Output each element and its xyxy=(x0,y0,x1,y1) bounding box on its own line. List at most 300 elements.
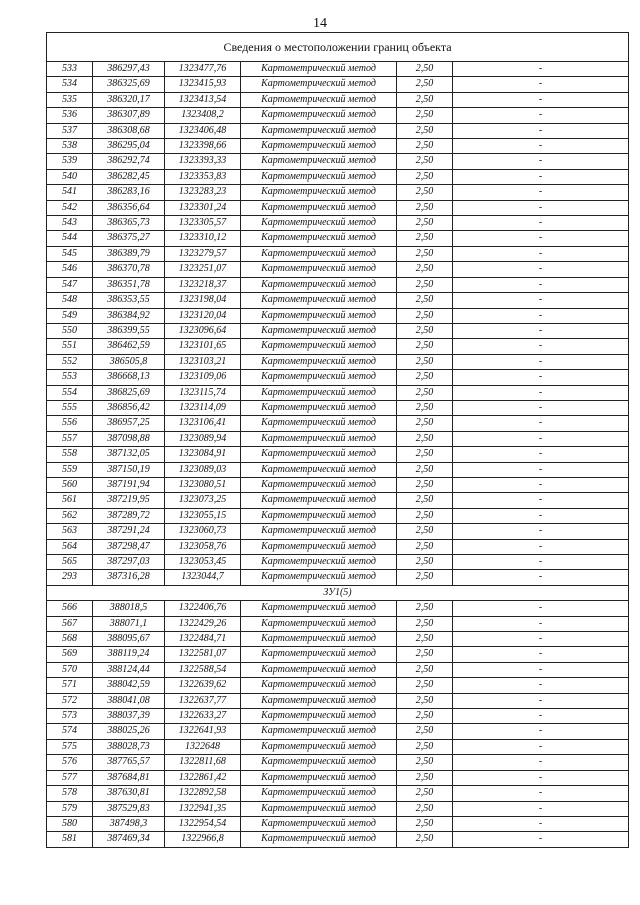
x-coordinate-cell: 386320,17 xyxy=(93,92,165,107)
x-coordinate-cell: 387316,28 xyxy=(93,570,165,585)
y-coordinate-cell: 1323353,83 xyxy=(165,169,241,184)
y-coordinate-cell: 1323114,09 xyxy=(165,400,241,415)
x-coordinate-cell: 387191,94 xyxy=(93,477,165,492)
description-cell: - xyxy=(453,632,629,647)
point-number-cell: 571 xyxy=(47,678,93,693)
y-coordinate-cell: 1323413,54 xyxy=(165,92,241,107)
x-coordinate-cell: 386307,89 xyxy=(93,108,165,123)
point-number-cell: 540 xyxy=(47,169,93,184)
method-cell: Картометрический метод xyxy=(241,231,397,246)
method-cell: Картометрический метод xyxy=(241,709,397,724)
method-cell: Картометрический метод xyxy=(241,816,397,831)
x-coordinate-cell: 387529,83 xyxy=(93,801,165,816)
y-coordinate-cell: 1323109,06 xyxy=(165,370,241,385)
x-coordinate-cell: 387630,81 xyxy=(93,786,165,801)
point-number-cell: 578 xyxy=(47,786,93,801)
x-coordinate-cell: 386505,8 xyxy=(93,354,165,369)
method-cell: Картометрический метод xyxy=(241,508,397,523)
description-cell: - xyxy=(453,169,629,184)
table-row xyxy=(47,400,629,415)
method-cell: Картометрический метод xyxy=(241,277,397,292)
x-coordinate-cell: 388028,73 xyxy=(93,739,165,754)
method-cell: Картометрический метод xyxy=(241,323,397,338)
accuracy-cell: 2,50 xyxy=(397,447,453,462)
accuracy-cell: 2,50 xyxy=(397,539,453,554)
accuracy-cell: 2,50 xyxy=(397,786,453,801)
point-number-cell: 555 xyxy=(47,400,93,415)
point-number-cell: 559 xyxy=(47,462,93,477)
accuracy-cell: 2,50 xyxy=(397,524,453,539)
accuracy-cell: 2,50 xyxy=(397,724,453,739)
point-number-cell: 569 xyxy=(47,647,93,662)
description-cell: - xyxy=(453,570,629,585)
y-coordinate-cell: 1323283,23 xyxy=(165,185,241,200)
x-coordinate-cell: 386825,69 xyxy=(93,385,165,400)
x-coordinate-cell: 388071,1 xyxy=(93,616,165,631)
method-cell: Картометрический метод xyxy=(241,693,397,708)
y-coordinate-cell: 1323055,15 xyxy=(165,508,241,523)
description-cell: - xyxy=(453,770,629,785)
description-cell: - xyxy=(453,416,629,431)
x-coordinate-cell: 388124,44 xyxy=(93,662,165,677)
accuracy-cell: 2,50 xyxy=(397,293,453,308)
table-row xyxy=(47,77,629,92)
description-cell: - xyxy=(453,400,629,415)
description-cell: - xyxy=(453,647,629,662)
table-row xyxy=(47,832,629,847)
x-coordinate-cell: 387298,47 xyxy=(93,539,165,554)
y-coordinate-cell: 1323044,7 xyxy=(165,570,241,585)
point-number-cell: 538 xyxy=(47,139,93,154)
point-number-cell: 574 xyxy=(47,724,93,739)
x-coordinate-cell: 386353,55 xyxy=(93,293,165,308)
accuracy-cell: 2,50 xyxy=(397,339,453,354)
x-coordinate-cell: 387098,88 xyxy=(93,431,165,446)
point-number-cell: 552 xyxy=(47,354,93,369)
point-number-cell: 581 xyxy=(47,832,93,847)
table-row xyxy=(47,709,629,724)
point-number-cell: 579 xyxy=(47,801,93,816)
method-cell: Картометрический метод xyxy=(241,477,397,492)
y-coordinate-cell: 1323393,33 xyxy=(165,154,241,169)
point-number-cell: 533 xyxy=(47,62,93,77)
y-coordinate-cell: 1323398,66 xyxy=(165,139,241,154)
y-coordinate-cell: 1323120,04 xyxy=(165,308,241,323)
y-coordinate-cell: 1322641,93 xyxy=(165,724,241,739)
point-number-cell: 549 xyxy=(47,308,93,323)
point-number-cell: 548 xyxy=(47,293,93,308)
y-coordinate-cell: 1322954,54 xyxy=(165,816,241,831)
method-cell: Картометрический метод xyxy=(241,570,397,585)
x-coordinate-cell: 386856,42 xyxy=(93,400,165,415)
table-row xyxy=(47,216,629,231)
y-coordinate-cell: 1323115,74 xyxy=(165,385,241,400)
method-cell: Картометрический метод xyxy=(241,770,397,785)
accuracy-cell: 2,50 xyxy=(397,200,453,215)
method-cell: Картометрический метод xyxy=(241,724,397,739)
description-cell: - xyxy=(453,354,629,369)
point-number-cell: 535 xyxy=(47,92,93,107)
point-number-cell: 551 xyxy=(47,339,93,354)
accuracy-cell: 2,50 xyxy=(397,462,453,477)
accuracy-cell: 2,50 xyxy=(397,77,453,92)
y-coordinate-cell: 1322637,77 xyxy=(165,693,241,708)
description-cell: - xyxy=(453,185,629,200)
method-cell: Картометрический метод xyxy=(241,678,397,693)
point-number-cell: 534 xyxy=(47,77,93,92)
table-row xyxy=(47,462,629,477)
x-coordinate-cell: 386957,25 xyxy=(93,416,165,431)
table-row xyxy=(47,246,629,261)
y-coordinate-cell: 1323310,12 xyxy=(165,231,241,246)
description-cell: - xyxy=(453,447,629,462)
description-cell: - xyxy=(453,709,629,724)
y-coordinate-cell: 1323408,2 xyxy=(165,108,241,123)
point-number-cell: 580 xyxy=(47,816,93,831)
description-cell: - xyxy=(453,62,629,77)
y-coordinate-cell: 1322811,68 xyxy=(165,755,241,770)
description-cell: - xyxy=(453,108,629,123)
method-cell: Картометрический метод xyxy=(241,539,397,554)
method-cell: Картометрический метод xyxy=(241,185,397,200)
x-coordinate-cell: 387291,24 xyxy=(93,524,165,539)
y-coordinate-cell: 1323084,91 xyxy=(165,447,241,462)
accuracy-cell: 2,50 xyxy=(397,678,453,693)
description-cell: - xyxy=(453,277,629,292)
x-coordinate-cell: 386370,78 xyxy=(93,262,165,277)
point-number-cell: 570 xyxy=(47,662,93,677)
point-number-cell: 543 xyxy=(47,216,93,231)
table-row xyxy=(47,354,629,369)
x-coordinate-cell: 387765,57 xyxy=(93,755,165,770)
accuracy-cell: 2,50 xyxy=(397,632,453,647)
method-cell: Картометрический метод xyxy=(241,262,397,277)
x-coordinate-cell: 387297,03 xyxy=(93,555,165,570)
method-cell: Картометрический метод xyxy=(241,216,397,231)
accuracy-cell: 2,50 xyxy=(397,508,453,523)
table-row xyxy=(47,108,629,123)
point-number-cell: 557 xyxy=(47,431,93,446)
table-title-row xyxy=(47,33,629,62)
table-row xyxy=(47,570,629,585)
accuracy-cell: 2,50 xyxy=(397,832,453,847)
description-cell: - xyxy=(453,801,629,816)
accuracy-cell: 2,50 xyxy=(397,416,453,431)
accuracy-cell: 2,50 xyxy=(397,185,453,200)
table-row xyxy=(47,123,629,138)
description-cell: - xyxy=(453,508,629,523)
accuracy-cell: 2,50 xyxy=(397,385,453,400)
x-coordinate-cell: 388119,24 xyxy=(93,647,165,662)
method-cell: Картометрический метод xyxy=(241,662,397,677)
accuracy-cell: 2,50 xyxy=(397,123,453,138)
y-coordinate-cell: 1323096,64 xyxy=(165,323,241,338)
method-cell: Картометрический метод xyxy=(241,400,397,415)
point-number-cell: 537 xyxy=(47,123,93,138)
description-cell: - xyxy=(453,539,629,554)
description-cell: - xyxy=(453,139,629,154)
method-cell: Картометрический метод xyxy=(241,77,397,92)
x-coordinate-cell: 387150,19 xyxy=(93,462,165,477)
description-cell: - xyxy=(453,200,629,215)
y-coordinate-cell: 1323080,51 xyxy=(165,477,241,492)
method-cell: Картометрический метод xyxy=(241,200,397,215)
accuracy-cell: 2,50 xyxy=(397,431,453,446)
table-row xyxy=(47,755,629,770)
accuracy-cell: 2,50 xyxy=(397,246,453,261)
table-row xyxy=(47,200,629,215)
point-number-cell: 568 xyxy=(47,632,93,647)
accuracy-cell: 2,50 xyxy=(397,154,453,169)
method-cell: Картометрический метод xyxy=(241,524,397,539)
y-coordinate-cell: 1323060,73 xyxy=(165,524,241,539)
point-number-cell: 544 xyxy=(47,231,93,246)
x-coordinate-cell: 387289,72 xyxy=(93,508,165,523)
description-cell: - xyxy=(453,231,629,246)
description-cell: - xyxy=(453,154,629,169)
accuracy-cell: 2,50 xyxy=(397,709,453,724)
y-coordinate-cell: 1322429,26 xyxy=(165,616,241,631)
description-cell: - xyxy=(453,339,629,354)
description-cell: - xyxy=(453,662,629,677)
accuracy-cell: 2,50 xyxy=(397,231,453,246)
method-cell: Картометрический метод xyxy=(241,308,397,323)
method-cell: Картометрический метод xyxy=(241,293,397,308)
accuracy-cell: 2,50 xyxy=(397,308,453,323)
y-coordinate-cell: 1323089,03 xyxy=(165,462,241,477)
accuracy-cell: 2,50 xyxy=(397,92,453,107)
description-cell: - xyxy=(453,431,629,446)
table-row xyxy=(47,816,629,831)
description-cell: - xyxy=(453,678,629,693)
y-coordinate-cell: 1322892,58 xyxy=(165,786,241,801)
method-cell: Картометрический метод xyxy=(241,339,397,354)
accuracy-cell: 2,50 xyxy=(397,616,453,631)
boundary-coordinates-table xyxy=(46,32,629,848)
description-cell: - xyxy=(453,92,629,107)
x-coordinate-cell: 386325,69 xyxy=(93,77,165,92)
x-coordinate-cell: 386282,45 xyxy=(93,169,165,184)
description-cell: - xyxy=(453,524,629,539)
accuracy-cell: 2,50 xyxy=(397,555,453,570)
y-coordinate-cell: 1323089,94 xyxy=(165,431,241,446)
point-number-cell: 564 xyxy=(47,539,93,554)
x-coordinate-cell: 386297,43 xyxy=(93,62,165,77)
table-row xyxy=(47,416,629,431)
method-cell: Картометрический метод xyxy=(241,154,397,169)
method-cell: Картометрический метод xyxy=(241,801,397,816)
accuracy-cell: 2,50 xyxy=(397,108,453,123)
description-cell: - xyxy=(453,77,629,92)
description-cell: - xyxy=(453,755,629,770)
section-row xyxy=(47,585,629,600)
description-cell: - xyxy=(453,123,629,138)
x-coordinate-cell: 386375,27 xyxy=(93,231,165,246)
y-coordinate-cell: 1322966,8 xyxy=(165,832,241,847)
y-coordinate-cell: 1323406,48 xyxy=(165,123,241,138)
table-row xyxy=(47,293,629,308)
y-coordinate-cell: 1322633,27 xyxy=(165,709,241,724)
page-number: 14 xyxy=(313,16,327,31)
table-row xyxy=(47,632,629,647)
point-number-cell: 547 xyxy=(47,277,93,292)
y-coordinate-cell: 1322941,35 xyxy=(165,801,241,816)
x-coordinate-cell: 388037,39 xyxy=(93,709,165,724)
method-cell: Картометрический метод xyxy=(241,447,397,462)
description-cell: - xyxy=(453,724,629,739)
table-row xyxy=(47,801,629,816)
y-coordinate-cell: 1322581,07 xyxy=(165,647,241,662)
point-number-cell: 565 xyxy=(47,555,93,570)
y-coordinate-cell: 1323106,41 xyxy=(165,416,241,431)
description-cell: - xyxy=(453,832,629,847)
accuracy-cell: 2,50 xyxy=(397,662,453,677)
accuracy-cell: 2,50 xyxy=(397,354,453,369)
method-cell: Картометрический метод xyxy=(241,786,397,801)
table-title: Сведения о местоположении границ объекта xyxy=(47,33,629,62)
y-coordinate-cell: 1322648 xyxy=(165,739,241,754)
x-coordinate-cell: 388041,08 xyxy=(93,693,165,708)
point-number-cell: 560 xyxy=(47,477,93,492)
x-coordinate-cell: 388018,5 xyxy=(93,601,165,616)
accuracy-cell: 2,50 xyxy=(397,801,453,816)
table-row xyxy=(47,431,629,446)
x-coordinate-cell: 386283,16 xyxy=(93,185,165,200)
accuracy-cell: 2,50 xyxy=(397,570,453,585)
table-row xyxy=(47,539,629,554)
method-cell: Картометрический метод xyxy=(241,92,397,107)
method-cell: Картометрический метод xyxy=(241,416,397,431)
table-row xyxy=(47,493,629,508)
point-number-cell: 562 xyxy=(47,508,93,523)
table-row xyxy=(47,323,629,338)
point-number-cell: 550 xyxy=(47,323,93,338)
table-row xyxy=(47,616,629,631)
table-row xyxy=(47,447,629,462)
x-coordinate-cell: 387469,34 xyxy=(93,832,165,847)
description-cell: - xyxy=(453,262,629,277)
y-coordinate-cell: 1323301,24 xyxy=(165,200,241,215)
table-row xyxy=(47,508,629,523)
table-row xyxy=(47,770,629,785)
table-row xyxy=(47,185,629,200)
method-cell: Картометрический метод xyxy=(241,555,397,570)
x-coordinate-cell: 386365,73 xyxy=(93,216,165,231)
point-number-cell: 558 xyxy=(47,447,93,462)
point-number-cell: 567 xyxy=(47,616,93,631)
y-coordinate-cell: 1323279,57 xyxy=(165,246,241,261)
point-number-cell: 554 xyxy=(47,385,93,400)
accuracy-cell: 2,50 xyxy=(397,139,453,154)
description-cell: - xyxy=(453,693,629,708)
table-row xyxy=(47,678,629,693)
table-row xyxy=(47,139,629,154)
description-cell: - xyxy=(453,786,629,801)
y-coordinate-cell: 1322639,62 xyxy=(165,678,241,693)
y-coordinate-cell: 1323415,93 xyxy=(165,77,241,92)
table-row xyxy=(47,308,629,323)
method-cell: Картометрический метод xyxy=(241,601,397,616)
point-number-cell: 541 xyxy=(47,185,93,200)
x-coordinate-cell: 386351,78 xyxy=(93,277,165,292)
table-row xyxy=(47,339,629,354)
x-coordinate-cell: 387132,05 xyxy=(93,447,165,462)
y-coordinate-cell: 1323058,76 xyxy=(165,539,241,554)
accuracy-cell: 2,50 xyxy=(397,755,453,770)
x-coordinate-cell: 386356,64 xyxy=(93,200,165,215)
x-coordinate-cell: 386462,59 xyxy=(93,339,165,354)
table-row xyxy=(47,231,629,246)
point-number-cell: 539 xyxy=(47,154,93,169)
table-row xyxy=(47,739,629,754)
x-coordinate-cell: 388095,67 xyxy=(93,632,165,647)
point-number-cell: 573 xyxy=(47,709,93,724)
method-cell: Картометрический метод xyxy=(241,246,397,261)
description-cell: - xyxy=(453,601,629,616)
x-coordinate-cell: 386292,74 xyxy=(93,154,165,169)
y-coordinate-cell: 1323477,76 xyxy=(165,62,241,77)
point-number-cell: 542 xyxy=(47,200,93,215)
table-row xyxy=(47,724,629,739)
table-row xyxy=(47,277,629,292)
y-coordinate-cell: 1323218,37 xyxy=(165,277,241,292)
description-cell: - xyxy=(453,739,629,754)
description-cell: - xyxy=(453,477,629,492)
y-coordinate-cell: 1322406,76 xyxy=(165,601,241,616)
accuracy-cell: 2,50 xyxy=(397,693,453,708)
accuracy-cell: 2,50 xyxy=(397,477,453,492)
y-coordinate-cell: 1323103,21 xyxy=(165,354,241,369)
table-row xyxy=(47,154,629,169)
description-cell: - xyxy=(453,246,629,261)
table-row xyxy=(47,477,629,492)
y-coordinate-cell: 1323101,65 xyxy=(165,339,241,354)
description-cell: - xyxy=(453,816,629,831)
x-coordinate-cell: 386399,55 xyxy=(93,323,165,338)
method-cell: Картометрический метод xyxy=(241,755,397,770)
table-row xyxy=(47,92,629,107)
description-cell: - xyxy=(453,293,629,308)
method-cell: Картометрический метод xyxy=(241,462,397,477)
table-row xyxy=(47,62,629,77)
table-row xyxy=(47,693,629,708)
point-number-cell: 572 xyxy=(47,693,93,708)
y-coordinate-cell: 1323251,07 xyxy=(165,262,241,277)
accuracy-cell: 2,50 xyxy=(397,370,453,385)
accuracy-cell: 2,50 xyxy=(397,601,453,616)
y-coordinate-cell: 1323073,25 xyxy=(165,493,241,508)
point-number-cell: 566 xyxy=(47,601,93,616)
description-cell: - xyxy=(453,616,629,631)
point-number-cell: 575 xyxy=(47,739,93,754)
table-row xyxy=(47,262,629,277)
method-cell: Картометрический метод xyxy=(241,62,397,77)
x-coordinate-cell: 386295,04 xyxy=(93,139,165,154)
table-row xyxy=(47,662,629,677)
method-cell: Картометрический метод xyxy=(241,108,397,123)
description-cell: - xyxy=(453,493,629,508)
method-cell: Картометрический метод xyxy=(241,169,397,184)
y-coordinate-cell: 1323305,57 xyxy=(165,216,241,231)
x-coordinate-cell: 386308,68 xyxy=(93,123,165,138)
accuracy-cell: 2,50 xyxy=(397,647,453,662)
x-coordinate-cell: 386668,13 xyxy=(93,370,165,385)
accuracy-cell: 2,50 xyxy=(397,169,453,184)
y-coordinate-cell: 1322861,42 xyxy=(165,770,241,785)
accuracy-cell: 2,50 xyxy=(397,262,453,277)
accuracy-cell: 2,50 xyxy=(397,62,453,77)
table-row xyxy=(47,601,629,616)
